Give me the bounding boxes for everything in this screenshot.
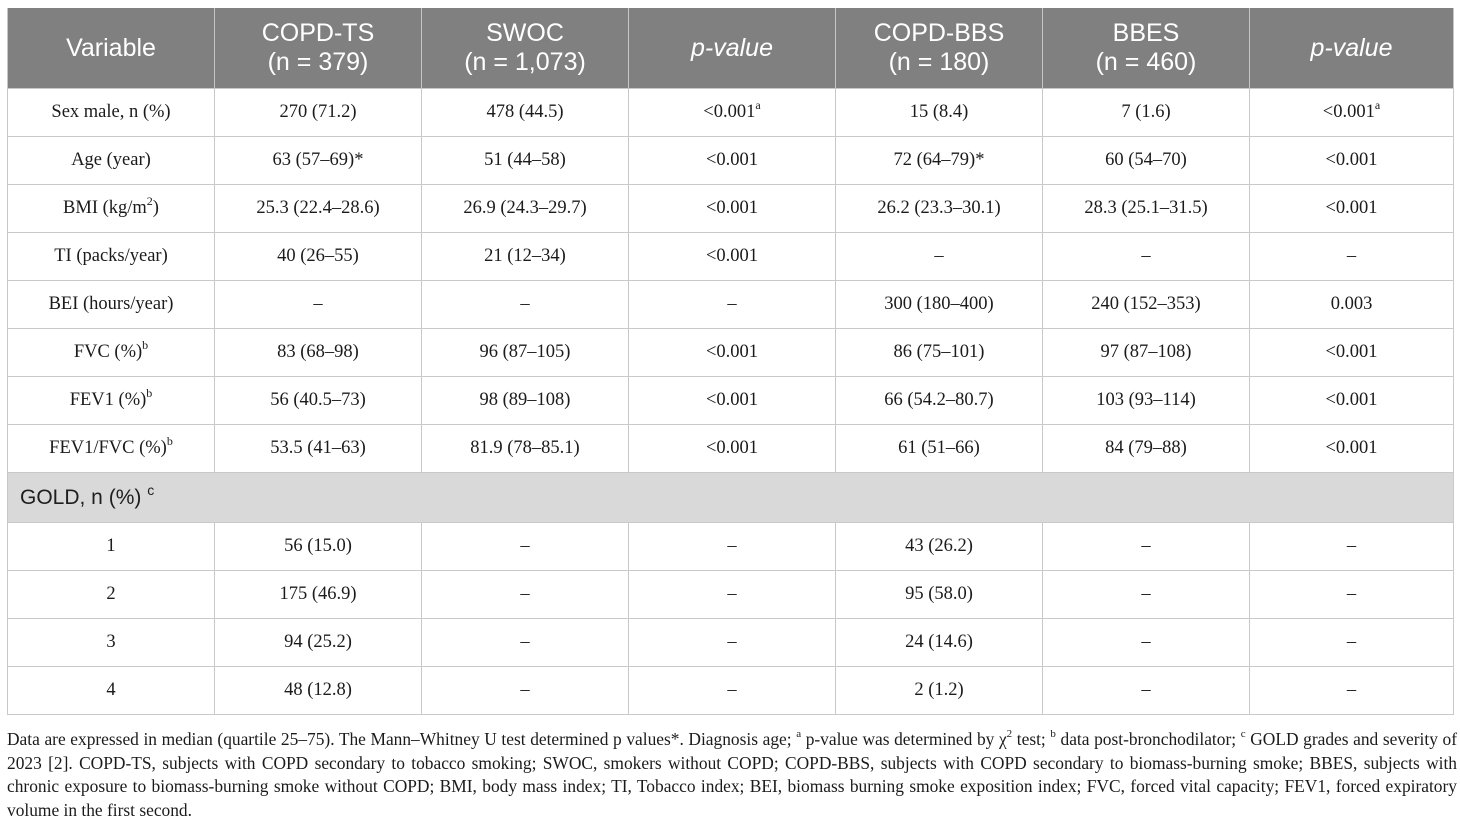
table-cell: <0.001 bbox=[1250, 377, 1454, 425]
table-cell: 95 (58.0) bbox=[836, 571, 1043, 619]
header-bbes: BBES (n = 460) bbox=[1043, 8, 1250, 89]
table-cell: – bbox=[629, 571, 836, 619]
table-cell: 96 (87–105) bbox=[422, 329, 629, 377]
table-cell: – bbox=[1043, 523, 1250, 571]
table-cell: – bbox=[422, 523, 629, 571]
row-label: 3 bbox=[8, 619, 215, 667]
table-cell: – bbox=[422, 571, 629, 619]
table-cell: 60 (54–70) bbox=[1043, 137, 1250, 185]
table-cell: <0.001 bbox=[629, 425, 836, 473]
table-cell: 7 (1.6) bbox=[1043, 89, 1250, 137]
table-cell: <0.001 bbox=[1250, 329, 1454, 377]
table-row bbox=[8, 137, 1454, 185]
table-cell: <0.001$^a$ bbox=[1250, 89, 1454, 137]
table-row bbox=[8, 281, 1454, 329]
results-table bbox=[7, 8, 1454, 715]
table-row bbox=[8, 233, 1454, 281]
gold-row bbox=[8, 619, 1454, 667]
table-cell: <0.001 bbox=[1250, 185, 1454, 233]
table-cell: <0.001 bbox=[1250, 425, 1454, 473]
table-cell: 21 (12–34) bbox=[422, 233, 629, 281]
row-label: Age (year) bbox=[8, 137, 215, 185]
header-swoc: SWOC (n = 1,073) bbox=[422, 8, 629, 89]
gold-row bbox=[8, 523, 1454, 571]
table-cell: 2 (1.2) bbox=[836, 667, 1043, 715]
row-label: 4 bbox=[8, 667, 215, 715]
table-cell: <0.001 bbox=[629, 377, 836, 425]
table-cell: – bbox=[1250, 523, 1454, 571]
row-label: TI (packs/year) bbox=[8, 233, 215, 281]
row-label: BEI (hours/year) bbox=[8, 281, 215, 329]
table-row bbox=[8, 89, 1454, 137]
table-row bbox=[8, 185, 1454, 233]
table-cell: – bbox=[629, 619, 836, 667]
row-label: BMI $(kg/m^2)$ bbox=[8, 185, 215, 233]
table-cell: 175 (46.9) bbox=[215, 571, 422, 619]
row-label: 2 bbox=[8, 571, 215, 619]
table-cell: 25.3 (22.4–28.6) bbox=[215, 185, 422, 233]
table-cell: – bbox=[629, 281, 836, 329]
table-cell: 86 (75–101) bbox=[836, 329, 1043, 377]
table-cell: – bbox=[629, 523, 836, 571]
table-cell: <0.001$^a$ bbox=[629, 89, 836, 137]
table-cell: 84 (79–88) bbox=[1043, 425, 1250, 473]
header-copd-bbs: COPD-BBS (n = 180) bbox=[836, 8, 1043, 89]
table-cell: <0.001 bbox=[629, 329, 836, 377]
table-cell: 240 (152–353) bbox=[1043, 281, 1250, 329]
table-cell: – bbox=[836, 233, 1043, 281]
table-cell: 81.9 (78–85.1) bbox=[422, 425, 629, 473]
table-cell: – bbox=[422, 667, 629, 715]
table-cell: 0.003 bbox=[1250, 281, 1454, 329]
table-cell: – bbox=[1250, 571, 1454, 619]
table-cell: – bbox=[422, 619, 629, 667]
table-cell: 51 (44–58) bbox=[422, 137, 629, 185]
header-p-value-2: p-value bbox=[1250, 8, 1454, 89]
table-cell: – bbox=[1043, 667, 1250, 715]
table-cell: – bbox=[1250, 619, 1454, 667]
table-cell: 26.9 (24.3–29.7) bbox=[422, 185, 629, 233]
row-label: FEV1/FVC (%)$^b$ bbox=[8, 425, 215, 473]
table-cell: – bbox=[1043, 619, 1250, 667]
gold-section-row bbox=[8, 473, 1454, 523]
table-cell: <0.001 bbox=[629, 137, 836, 185]
table-cell: 270 (71.2) bbox=[215, 89, 422, 137]
table-cell: – bbox=[422, 281, 629, 329]
gold-section-label: GOLD, n (%) $^c$ bbox=[8, 473, 1454, 523]
row-label: 1 bbox=[8, 523, 215, 571]
table-cell: 63 (57–69)* bbox=[215, 137, 422, 185]
table-cell: – bbox=[215, 281, 422, 329]
table-cell: 98 (89–108) bbox=[422, 377, 629, 425]
table-cell: 48 (12.8) bbox=[215, 667, 422, 715]
table-cell: – bbox=[629, 667, 836, 715]
table-cell: 83 (68–98) bbox=[215, 329, 422, 377]
table-cell: 43 (26.2) bbox=[836, 523, 1043, 571]
table-cell: – bbox=[1043, 233, 1250, 281]
table-cell: 15 (8.4) bbox=[836, 89, 1043, 137]
table-cell: 56 (15.0) bbox=[215, 523, 422, 571]
table-row bbox=[8, 329, 1454, 377]
table-cell: 24 (14.6) bbox=[836, 619, 1043, 667]
row-label: Sex male, n (%) bbox=[8, 89, 215, 137]
table-cell: 97 (87–108) bbox=[1043, 329, 1250, 377]
header-p-value-1: p-value bbox=[629, 8, 836, 89]
table-cell: 72 (64–79)* bbox=[836, 137, 1043, 185]
header-copd-ts: COPD-TS (n = 379) bbox=[215, 8, 422, 89]
results-table-container bbox=[7, 8, 1453, 715]
table-cell: 53.5 (41–63) bbox=[215, 425, 422, 473]
table-cell: 66 (54.2–80.7) bbox=[836, 377, 1043, 425]
table-cell: 300 (180–400) bbox=[836, 281, 1043, 329]
table-cell: – bbox=[1250, 233, 1454, 281]
table-cell: 478 (44.5) bbox=[422, 89, 629, 137]
table-cell: 103 (93–114) bbox=[1043, 377, 1250, 425]
table-cell: 56 (40.5–73) bbox=[215, 377, 422, 425]
table-cell: – bbox=[1043, 571, 1250, 619]
gold-row bbox=[8, 571, 1454, 619]
table-row bbox=[8, 425, 1454, 473]
table-cell: – bbox=[1250, 667, 1454, 715]
row-label: FEV1 (%)$^b$ bbox=[8, 377, 215, 425]
table-cell: 94 (25.2) bbox=[215, 619, 422, 667]
table-cell: 61 (51–66) bbox=[836, 425, 1043, 473]
table-cell: 40 (26–55) bbox=[215, 233, 422, 281]
header-variable: Variable bbox=[8, 8, 215, 89]
table-cell: <0.001 bbox=[629, 233, 836, 281]
table-row bbox=[8, 377, 1454, 425]
header-row bbox=[8, 8, 1454, 89]
table-cell: 28.3 (25.1–31.5) bbox=[1043, 185, 1250, 233]
table-cell: <0.001 bbox=[1250, 137, 1454, 185]
table-footnote: Data are expressed in median (quartile 25–75). The Mann–Whitney U test determined p values*. Diagnosis age; $^a$ p-value was determined by $\chi^2$ test; $^b$ data post-bronchodilator; $^c$ GOLD grades and severity of 2023 [2]. COPD-TS, subjects with COPD secondary to tobacco smoking; SWOC, smokers without COPD; COPD-BBS, subjects with COPD secondary to biomass-burning smoke; BBES, subjects with chronic exposure to biomass-burning smoke without COPD; BMI, body mass index; TI, Tobacco index; BEI, biomass burning smoke exposition index; FVC, forced vital capacity; FEV1, forced expiratory volume in the first second. bbox=[7, 728, 1457, 820]
row-label: FVC (%)$^b$ bbox=[8, 329, 215, 377]
gold-row bbox=[8, 667, 1454, 715]
table-cell: <0.001 bbox=[629, 185, 836, 233]
table-cell: 26.2 (23.3–30.1) bbox=[836, 185, 1043, 233]
